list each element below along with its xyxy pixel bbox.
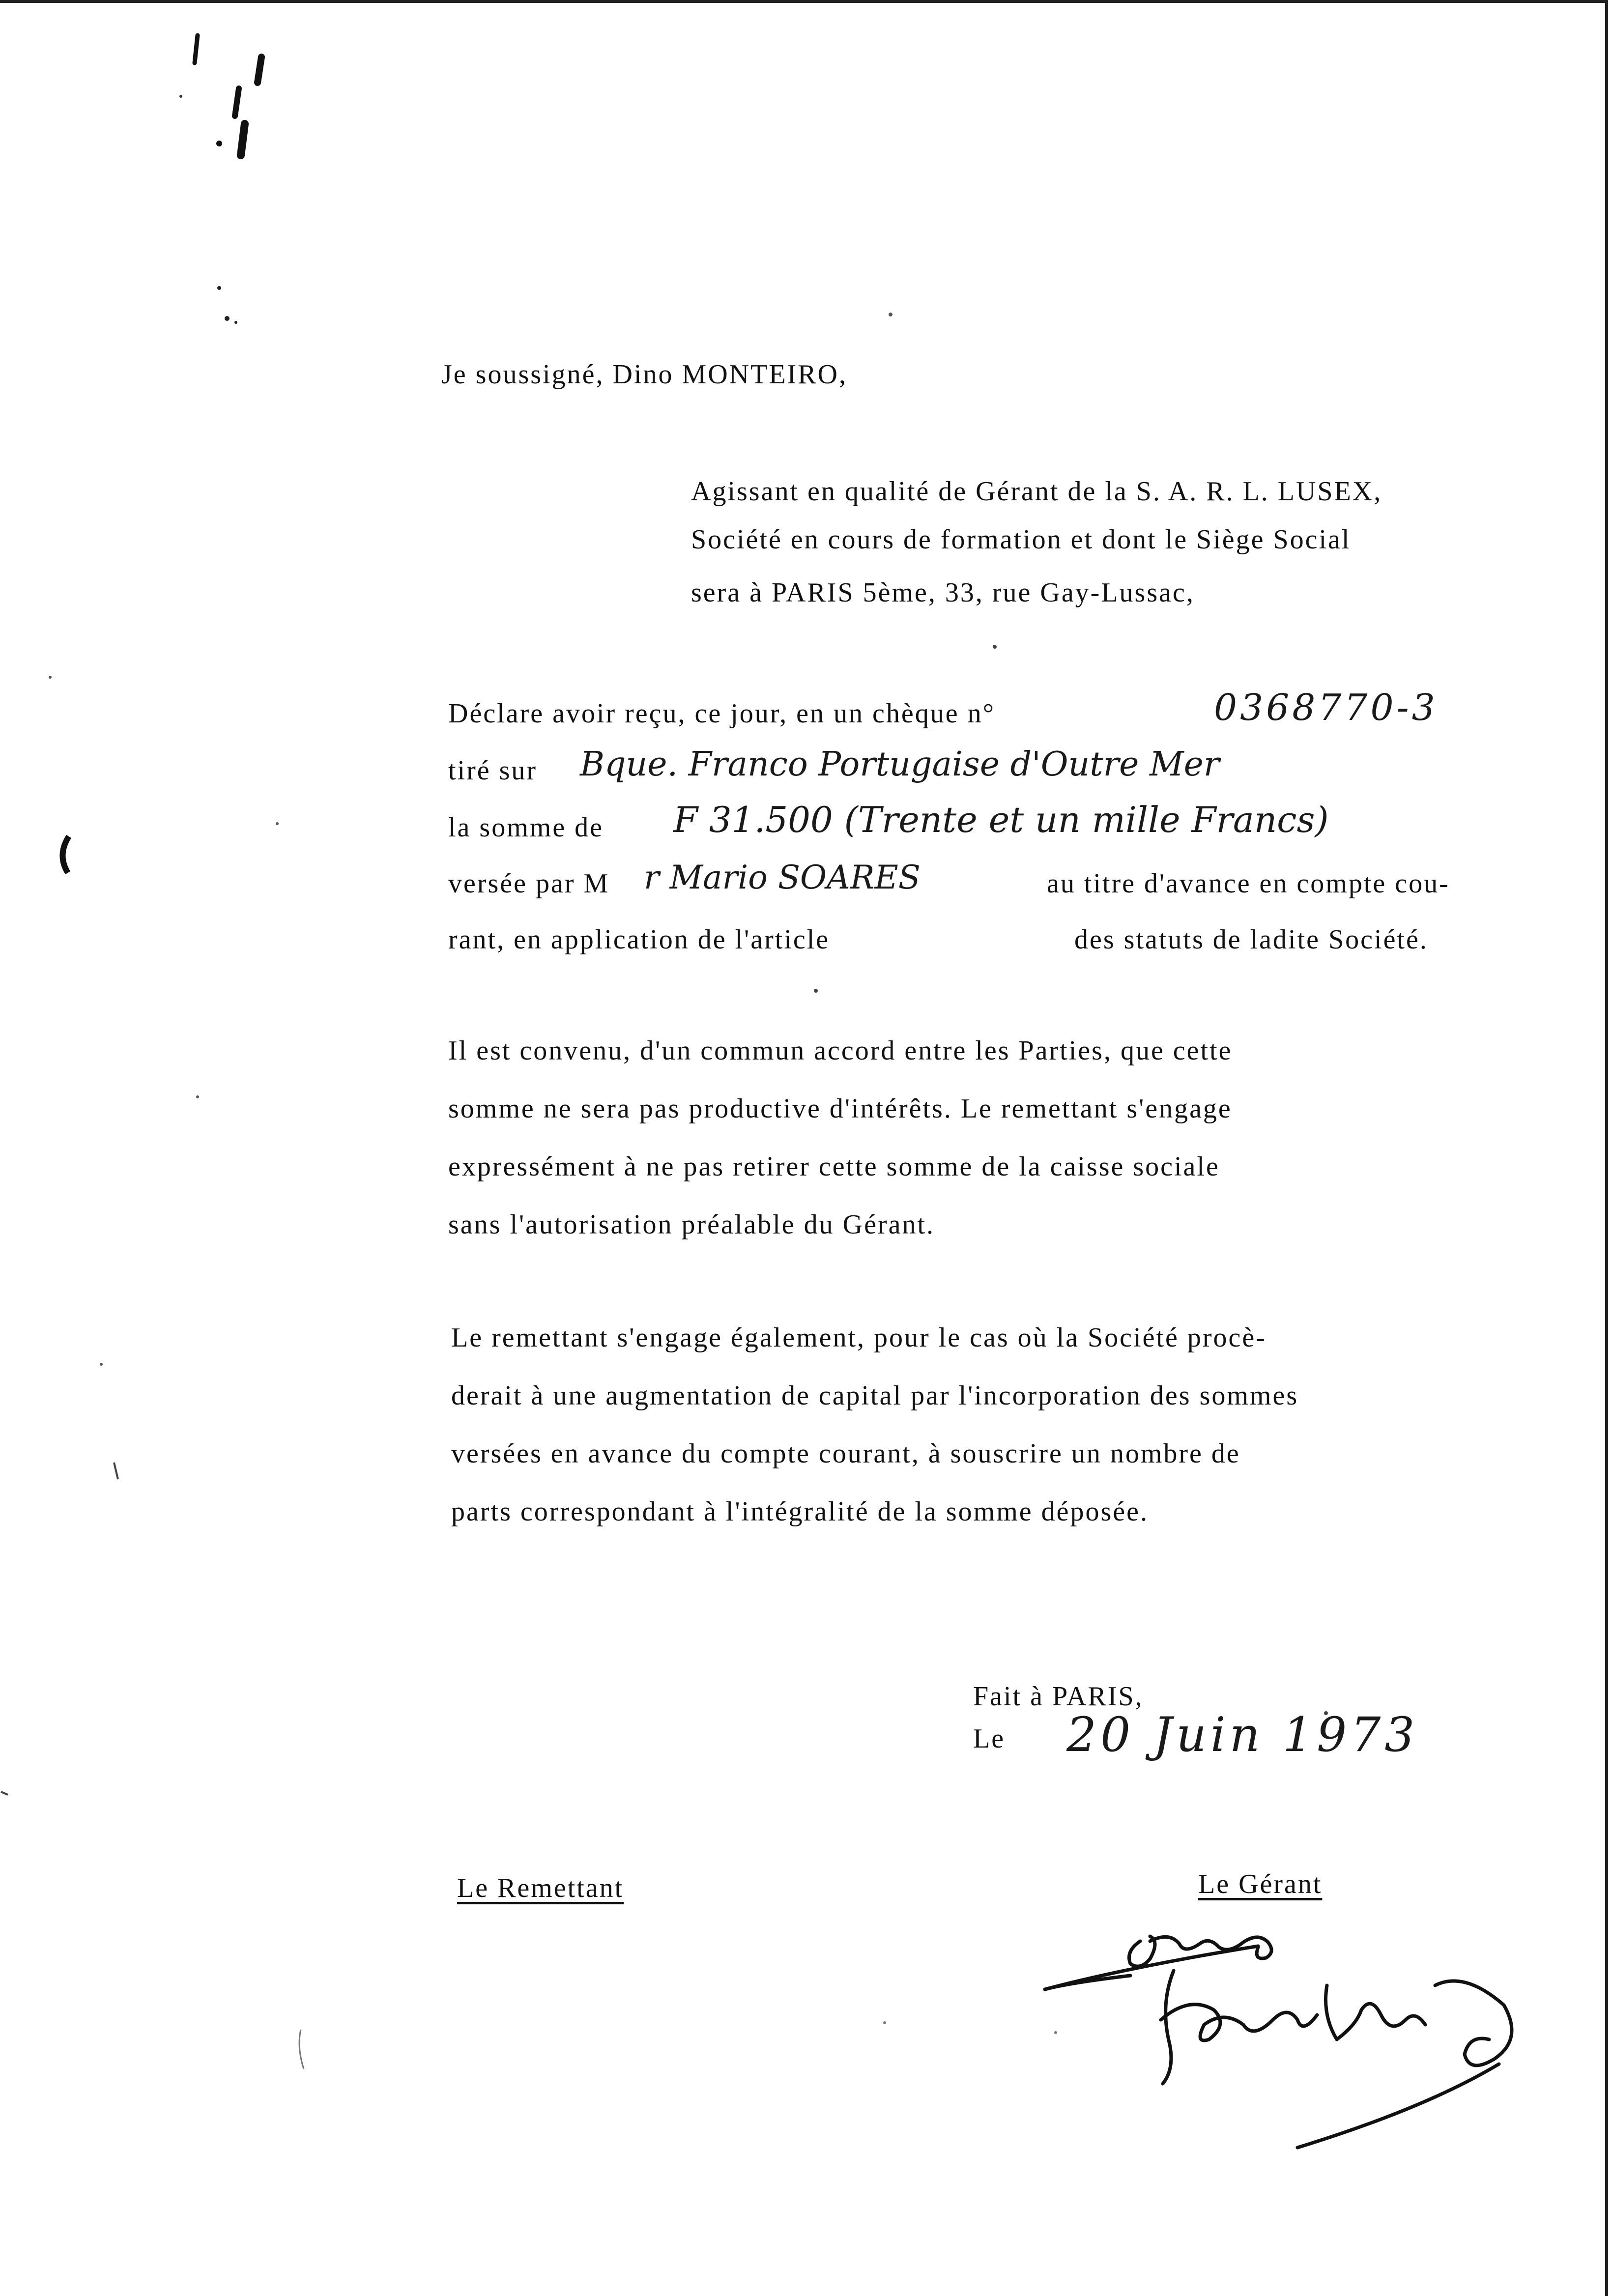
manager-label: Le Gérant [1198,1869,1323,1899]
paid-by-suffix: au titre d'avance en compte cou- [1047,868,1450,899]
interest-line-1: Il est convenu, d'un commun accord entre les Parties, que cette [448,1035,1233,1066]
payer-name: r Mario SOARES [644,859,921,896]
article-suffix: des statuts de ladite Société. [1074,924,1428,955]
date-value: 20 Juin 1973 [1066,1707,1419,1762]
remitter-label: Le Remettant [457,1873,624,1903]
capital-line-4: parts correspondant à l'intégralité de la somme déposée. [451,1496,1149,1527]
cheque-prefix: Déclare avoir reçu, ce jour, en un chèque n° [448,698,995,729]
interest-line-2: somme ne sera pas productive d'intérêts. Le remettant s'engage [448,1093,1232,1124]
bank-name: Bque. Franco Portugaise d'Outre Mer [580,745,1220,784]
capital-line-2: derait à une augmentation de capital par l'incorporation des sommes [451,1380,1299,1411]
cheque-number: 0368770-3 [1214,687,1438,729]
article-prefix: rant, en application de l'article [448,924,830,955]
interest-line-3: expressément à ne pas retirer cette somme de la caisse sociale [448,1151,1220,1182]
capacity-line-3: sera à PARIS 5ème, 33, rue Gay-Lussac, [691,577,1195,608]
date-prefix: Le [973,1723,1006,1754]
capacity-line-2: Société en cours de formation et dont le Siège Social [691,524,1351,555]
interest-line-4: sans l'autorisation préalable du Gérant. [448,1209,935,1240]
amount-prefix: la somme de [448,812,604,843]
capacity-line-1: Agissant en qualité de Gérant de la S. A. R. L. LUSEX, [691,476,1382,507]
drawn-on-prefix: tiré sur [448,755,538,786]
paid-by-prefix: versée par M [448,868,610,899]
capital-line-1: Le remettant s'engage également, pour le cas où la Société procè- [451,1322,1267,1353]
amount-value: F 31.500 (Trente et un mille Francs) [673,799,1329,840]
place-line: Fait à PARIS, [973,1681,1144,1712]
opening-line: Je soussigné, Dino MONTEIRO, [441,359,847,390]
capital-line-3: versées en avance du compte courant, à souscrire un nombre de [451,1438,1240,1469]
